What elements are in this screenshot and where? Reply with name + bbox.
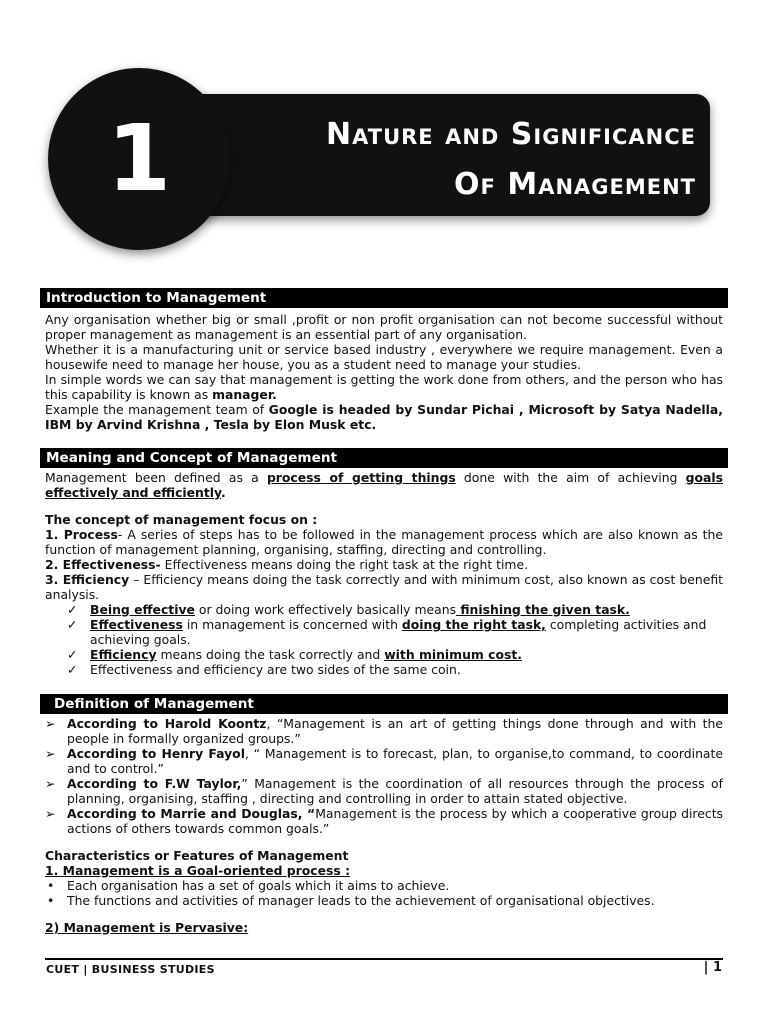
definition-item: ➢ According to Harold Koontz, “Management is an art of getting things done through and with the people in formally organized groups.” <box>45 716 724 746</box>
check-list <box>45 602 723 677</box>
list-item: • Each organisation has a set of goals which it aims to achieve. <box>47 878 450 893</box>
check-item: ✓ Being effective or doing work effectively basically means finishing the given task. <box>67 602 630 617</box>
intro-paragraph-1: Any organisation whether big or small ,profit or non profit organisation can not become successful without proper management as management is an essential part of any organisation. <box>45 312 723 342</box>
meaning-definition: Management been defined as a process of getting things done with the aim of achieving goals effectively and efficiently. <box>45 470 723 500</box>
check-icon: ✓ <box>67 617 78 632</box>
check-icon: ✓ <box>67 647 78 662</box>
footer-label: CUET | BUSINESS STUDIES <box>46 963 215 976</box>
characteristic-subheading-2: 2) Management is Pervasive: <box>45 920 249 935</box>
footer-divider <box>45 958 723 960</box>
definition-list <box>45 716 723 836</box>
check-item: ✓ Effectiveness in management is concerned with doing the right task, completing activities and achieving goals. <box>67 617 707 647</box>
focus-item-effectiveness: 2. Effectiveness- Effectiveness means doing the right task at the right time. <box>45 557 529 572</box>
page-content <box>45 288 723 935</box>
page-number: | 1 <box>703 960 722 975</box>
arrow-bullet-icon: ➢ <box>45 716 56 731</box>
intro-paragraph-4: Example the management team of Google is headed by Sundar Pichai , Microsoft by Satya Nadella, IBM by Arvind Krishna , Tesla by Elon Musk etc. <box>45 402 723 432</box>
section-heading-definition: Definition of Management <box>40 694 728 714</box>
characteristic-subheading-1: 1. Management is a Goal-oriented process : <box>45 863 351 878</box>
focus-heading: The concept of management focus on : <box>45 512 318 527</box>
section-heading-introduction: Introduction to Management <box>40 288 728 308</box>
characteristic-points <box>45 878 723 908</box>
chapter-number: 1 <box>106 105 171 212</box>
bullet-icon: • <box>47 893 55 908</box>
chapter-title-line2: Of Management <box>454 167 696 202</box>
focus-item-efficiency: 3. Efficiency – Efficiency means doing the task correctly and with minimum cost, also known as cost benefit analysis. <box>45 572 723 602</box>
focus-item-process: 1. Process- A series of steps has to be followed in the management process which are also known as the function of management planning, organising, staffing, directing and controlling. <box>45 527 723 557</box>
bullet-icon: • <box>47 878 55 893</box>
characteristics-heading: Characteristics or Features of Management <box>45 848 349 863</box>
definition-item: ➢ According to Marrie and Douglas, “Management is the process by which a cooperative group directs actions of others towards common goals.” <box>45 806 724 836</box>
check-item: ✓ Efficiency means doing the task correctly and with minimum cost. <box>67 647 523 662</box>
chapter-title <box>326 110 696 210</box>
definition-item: ➢ According to F.W Taylor,” Management is the coordination of all resources through the process of planning, organising, staffing , directing and controlling in order to attain stated objective. <box>45 776 723 806</box>
chapter-title-line1: Nature and Significance <box>326 117 696 152</box>
intro-paragraph-2: Whether it is a manufacturing unit or service based industry , everywhere we require management. Even a housewife need to manage her house, you as a student need to manage your studies. <box>45 342 723 372</box>
check-item: ✓ Effectiveness and efficiency are two sides of the same coin. <box>67 662 461 677</box>
arrow-bullet-icon: ➢ <box>45 746 56 761</box>
arrow-bullet-icon: ➢ <box>45 776 56 791</box>
section-heading-meaning: Meaning and Concept of Management <box>40 448 728 468</box>
intro-paragraph-3: In simple words we can say that management is getting the work done from others, and the person who has this capability is known as manager. <box>45 372 723 402</box>
list-item: • The functions and activities of manager leads to the achievement of organisational objectives. <box>47 893 655 908</box>
arrow-bullet-icon: ➢ <box>45 806 56 821</box>
check-icon: ✓ <box>67 662 78 677</box>
definition-item: ➢ According to Henry Fayol, “ Management is to forecast, plan, to organise,to command, to coordinate and to control.” <box>45 746 723 776</box>
check-icon: ✓ <box>67 602 78 617</box>
